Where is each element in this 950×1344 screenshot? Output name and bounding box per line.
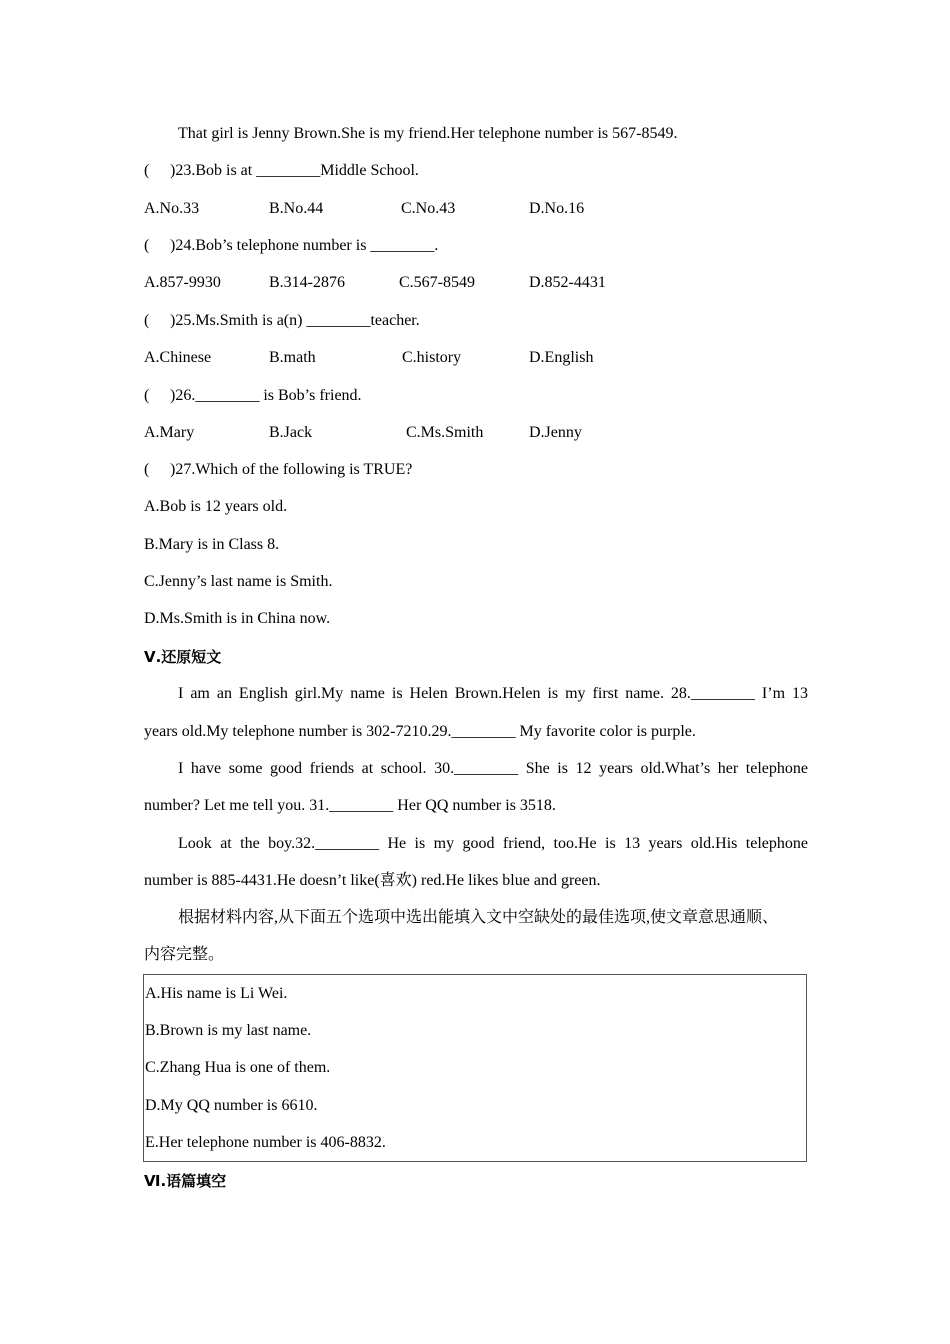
paragraph-2-line-2: number? Let me tell you. 31.________ Her QQ number is 3518.	[144, 797, 556, 814]
option-b: B.Mary is in Class 8.	[144, 536, 280, 553]
question-24: ( )24.Bob’s telephone number is ________.	[144, 237, 439, 254]
question-stem: 23.Bob is at ________Middle School.	[175, 162, 419, 179]
option-b: B.No.44	[269, 200, 324, 217]
option-a: A.857-9930	[144, 274, 221, 291]
paragraph-3-line-2: number is 885-4431.He doesn’t like(喜欢) red.He likes blue and green.	[144, 872, 601, 889]
option-a: A.Bob is 12 years old.	[144, 498, 288, 515]
choices-box	[143, 974, 807, 1162]
question-25: ( )25.Ms.Smith is a(n) ________teacher.	[144, 312, 420, 329]
answer-paren[interactable]: (	[144, 312, 150, 329]
paragraph-3-line-1: Look at the boy.32.________ He is my good friend, too.He is 13 years old.His telephone	[178, 835, 808, 852]
paragraph-1-line-2: years old.My telephone number is 302-7210.29.________ My favorite color is purple.	[144, 723, 696, 740]
question-stem: 27.Which of the following is TRUE?	[175, 461, 413, 478]
option-d: D.852-4431	[529, 274, 606, 291]
instruction-line-1: 根据材料内容,从下面五个选项中选出能填入文中空缺处的最佳选项,使文章意思通顺、	[178, 909, 779, 926]
instruction-line-2: 内容完整。	[144, 946, 225, 963]
option-a: A.No.33	[144, 200, 200, 217]
option-d: D.No.16	[529, 200, 585, 217]
answer-paren[interactable]: (	[144, 162, 150, 179]
choice-b: B.Brown is my last name.	[145, 1022, 312, 1039]
question-26: ( )26.________ is Bob’s friend.	[144, 387, 362, 404]
passage-last-line: That girl is Jenny Brown.She is my friend.Her telephone number is 567-8549.	[178, 125, 678, 142]
option-d: D.Ms.Smith is in China now.	[144, 610, 331, 627]
section-heading: Ⅴ.还原短文	[144, 648, 222, 666]
option-d: D.English	[529, 349, 594, 366]
option-b: B.314-2876	[269, 274, 345, 291]
option-c: C.567-8549	[399, 274, 475, 291]
option-a: A.Mary	[144, 424, 195, 441]
option-c: C.history	[402, 349, 462, 366]
choice-a: A.His name is Li Wei.	[145, 985, 288, 1002]
question-stem: 25.Ms.Smith is a(n) ________teacher.	[175, 312, 420, 329]
question-23: ( )23.Bob is at ________Middle School.	[144, 162, 419, 179]
paragraph-1-line-1: I am an English girl.My name is Helen Brown.Helen is my first name. 28.________ I’m 13	[178, 685, 808, 702]
option-d: D.Jenny	[529, 424, 582, 441]
answer-paren[interactable]: (	[144, 387, 150, 404]
option-c: C.Ms.Smith	[406, 424, 484, 441]
choice-e: E.Her telephone number is 406-8832.	[145, 1134, 386, 1151]
option-b: B.math	[269, 349, 316, 366]
answer-paren[interactable]: (	[144, 461, 150, 478]
option-a: A.Chinese	[144, 349, 212, 366]
choice-d: D.My QQ number is 6610.	[145, 1097, 318, 1114]
question-stem: 24.Bob’s telephone number is ________.	[175, 237, 439, 254]
question-27: ( )27.Which of the following is TRUE?	[144, 461, 413, 478]
option-c: C.No.43	[401, 200, 456, 217]
choice-c: C.Zhang Hua is one of them.	[145, 1059, 331, 1076]
answer-paren[interactable]: (	[144, 237, 150, 254]
option-b: B.Jack	[269, 424, 313, 441]
section-heading: Ⅵ.语篇填空	[144, 1172, 227, 1190]
paragraph-2-line-1: I have some good friends at school. 30.________ She is 12 years old.What’s her telephone	[178, 760, 808, 777]
option-c: C.Jenny’s last name is Smith.	[144, 573, 333, 590]
question-stem: 26.________ is Bob’s friend.	[175, 387, 362, 404]
